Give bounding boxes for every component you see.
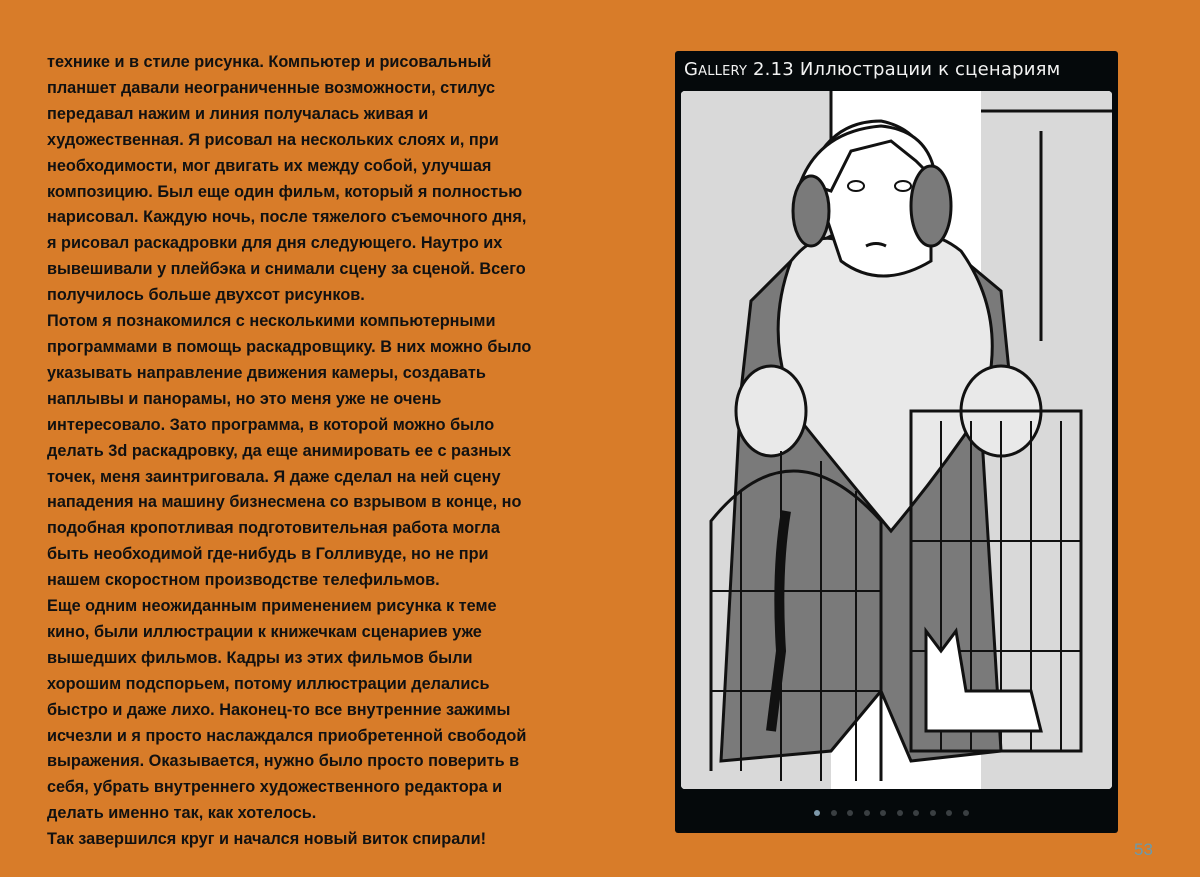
text-line: делать 3d раскадровку, да еще анимировать ее с разных — [47, 441, 512, 460]
text-line: указывать направление движения камеры, создавать — [47, 363, 486, 382]
page-number: 53 — [1134, 840, 1153, 859]
gallery-number: 2.13 — [753, 59, 794, 80]
text-line: вышедших фильмов. Кадры из этих фильмов были — [47, 648, 473, 667]
text-line: композицию. Был еще один фильм, который я полностью — [47, 182, 523, 201]
text-line: я рисовал раскадровки для дня следующего. Наутро их — [47, 234, 503, 253]
text-line: исчезли и я просто наслаждался приобретенной свободой — [47, 726, 527, 745]
text-line: кино, были иллюстрации к книжечкам сценариев уже — [47, 622, 482, 641]
slide-dot-9[interactable] — [946, 810, 952, 816]
text-line: технике и в стиле рисунка. Компьютер и рисовальный — [47, 53, 492, 71]
text-line: нападения на машину бизнесмена со взрывом в конце, но — [47, 493, 522, 512]
text-line: художественная. Я рисовал на нескольких слоях и, при — [47, 130, 499, 149]
slide-dot-4[interactable] — [864, 810, 870, 816]
slide-dot-2[interactable] — [831, 810, 837, 816]
text-line: выражения. Оказывается, нужно было просто поверить в — [47, 752, 520, 771]
gallery-image[interactable] — [681, 91, 1112, 789]
text-line: делать именно так, как хотелось. — [47, 804, 317, 823]
text-line: программами в помощь раскадровщику. В них можно было — [47, 337, 532, 356]
text-line: себя, убрать внутреннего художественного редактора и — [47, 778, 503, 797]
slide-dot-6[interactable] — [897, 810, 903, 816]
slide-dot-8[interactable] — [930, 810, 936, 816]
text-line: Так завершился круг и начался новый виток спирали! — [47, 830, 487, 849]
slide-dot-3[interactable] — [847, 810, 853, 816]
text-line: наплывы и панорамы, но это меня уже не очень — [47, 389, 442, 408]
text-line: нарисовал. Каждую ночь, после тяжелого съемочного дня, — [47, 208, 527, 227]
text-line: Еще одним неожиданным применением рисунка к теме — [47, 597, 497, 616]
body-text — [47, 50, 607, 853]
text-line: быть необходимой где-нибудь в Голливуде, но не при — [47, 545, 489, 564]
text-line: интересовало. Зато программа, в которой можно было — [47, 415, 495, 434]
gallery-title — [684, 59, 1060, 80]
text-line: необходимости, мог двигать их между собой, улучшая — [47, 156, 492, 175]
text-line: хорошим подспорьем, потому иллюстрации делались — [47, 674, 490, 693]
gallery-caption: Иллюстрации к сценариям — [799, 59, 1061, 80]
slide-dot-7[interactable] — [913, 810, 919, 816]
gallery-widget — [675, 51, 1118, 833]
illustration-woman-with-birdcages — [681, 91, 1112, 789]
text-line: подобная кропотливая подготовительная работа могла — [47, 519, 500, 538]
slide-indicator — [675, 810, 1118, 816]
slide-dot-1[interactable] — [814, 810, 820, 816]
text-line: планшет давали неограниченные возможности, стилус — [47, 78, 496, 97]
text-line: передавал нажим и линия получалась живая и — [47, 104, 429, 123]
text-line: получилось больше двухсот рисунков. — [47, 286, 365, 305]
text-line: нашем скоростном производстве телефильмов. — [47, 571, 440, 590]
gallery-label: Gallery — [684, 59, 748, 80]
text-line: Потом я познакомился с несколькими компьютерными — [47, 312, 496, 331]
slide-dot-5[interactable] — [880, 810, 886, 816]
text-line: точек, меня заинтриговала. Я даже сделал на ней сцену — [47, 467, 501, 486]
text-line: вывешивали у плейбэка и снимали сцену за сценой. Всего — [47, 260, 526, 279]
slide-dot-10[interactable] — [963, 810, 969, 816]
text-line: быстро и даже лихо. Наконец-то все внутренние зажимы — [47, 700, 511, 719]
